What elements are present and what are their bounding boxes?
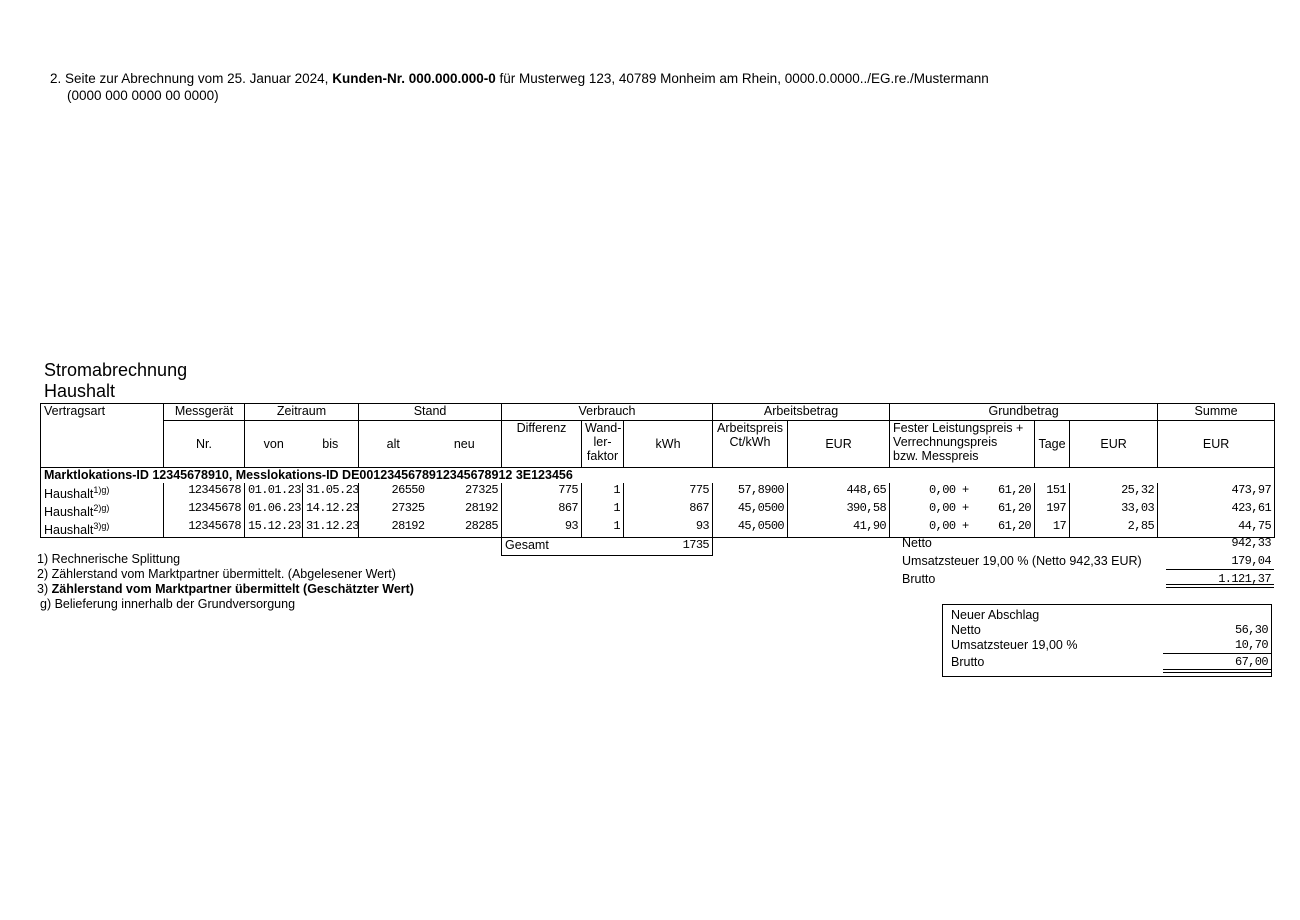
- totals-block: [902, 534, 1274, 588]
- cell-eur: 41,90: [788, 519, 890, 538]
- abschlag-brutto-double-underline: [1163, 669, 1271, 673]
- abschlag-netto-label: Netto: [951, 623, 981, 637]
- cell-fest: [890, 501, 1035, 519]
- abschlag-ust-value: 10,70: [1234, 638, 1268, 652]
- cell-summe: 44,75: [1158, 519, 1275, 538]
- footnote-marker: 2)g): [93, 503, 110, 513]
- totals-ust: [902, 552, 1274, 570]
- abschlag-title: Neuer Abschlag: [951, 608, 1040, 622]
- col-messgeraet: Messgerät: [164, 404, 245, 421]
- cell-faktor: 1: [582, 501, 624, 519]
- col-vertragsart: Vertragsart: [41, 404, 164, 468]
- abschlag-ust: [943, 638, 1271, 653]
- fester-line-2: Verrechnungspreis: [893, 435, 998, 449]
- fester-preis-a: 0,00 +: [929, 519, 969, 533]
- cell-nr: 12345678: [164, 519, 245, 538]
- col-verbrauch: Verbrauch: [502, 404, 713, 421]
- fester-line-1: Fester Leistungspreis +: [893, 421, 1024, 435]
- header-address: für Musterweg 123, 40789 Monheim am Rhein, 0000.0.0000../EG.re./Mustermann: [499, 71, 989, 86]
- fester-preis-b: 61,20: [998, 519, 1032, 533]
- fester-preis-a: 0,00 +: [929, 501, 969, 515]
- cell-fest: [890, 483, 1035, 501]
- cell-preis: 45,0500: [713, 501, 788, 519]
- header-prefix: 2. Seite zur Abrechnung vom 25. Januar 2024,: [50, 71, 329, 86]
- sub-von: von: [245, 421, 303, 468]
- ust-label: Umsatzsteuer 19,00 % (Netto 942,33 EUR): [902, 554, 1142, 568]
- cell-summe: 473,97: [1158, 483, 1275, 501]
- cell-neu: 28192: [428, 501, 502, 519]
- col-zeitraum: Zeitraum: [245, 404, 359, 421]
- sub-tage: Tage: [1035, 421, 1070, 468]
- footnote-3: [36, 582, 414, 597]
- wandler-line-2: ler-: [593, 435, 612, 449]
- cell-von: 01.01.23: [248, 483, 301, 497]
- abschlag-ust-underline: [1163, 653, 1271, 654]
- sub-fester-preis: [890, 421, 1035, 468]
- cell-von: 01.06.23: [248, 501, 301, 515]
- customer-number: Kunden-Nr. 000.000.000-0: [332, 71, 496, 86]
- footnote-2: 2) Zählerstand vom Marktpartner übermittelt. (Abgelesener Wert): [37, 567, 396, 581]
- wandler-line-1: Wand-: [585, 421, 622, 435]
- footnote-g: g) Belieferung innerhalb der Grundversorgung: [40, 597, 296, 611]
- cell-nr: 12345678: [164, 501, 245, 519]
- totals-brutto: [902, 570, 1274, 588]
- fester-line-3: bzw. Messpreis: [893, 449, 979, 463]
- title-line-2: Haushalt: [44, 381, 116, 401]
- vertragsart-text: Haushalt: [44, 505, 94, 519]
- cell-grund-eur: 33,03: [1070, 501, 1158, 519]
- ust-value: 179,04: [1231, 554, 1271, 568]
- abschlag-brutto-label: Brutto: [951, 655, 985, 669]
- abschlag-netto: [943, 623, 1271, 638]
- brutto-value: 1.121,37: [1218, 572, 1271, 586]
- header-line-2: (0000 000 0000 00 0000): [67, 88, 219, 103]
- title-line-1: Stromabrechnung: [44, 360, 188, 380]
- cell-tage: 151: [1035, 483, 1070, 501]
- sub-eur-summe: EUR: [1158, 421, 1275, 468]
- vertragsart-text: Haushalt: [44, 523, 94, 537]
- cell-bis: 31.05.23: [303, 483, 359, 501]
- brutto-label: Brutto: [902, 572, 936, 586]
- neuer-abschlag-box: [942, 604, 1272, 677]
- cell-vertragsart: [41, 501, 164, 519]
- wandler-line-3: faktor: [586, 449, 619, 463]
- cell-summe: 423,61: [1158, 501, 1275, 519]
- cell-vertragsart: [41, 483, 164, 501]
- abschlag-brutto-value: 67,00: [1234, 655, 1268, 669]
- cell-faktor: 1: [582, 483, 624, 501]
- netto-label: Netto: [902, 536, 932, 550]
- gesamt-value: 1735: [624, 538, 713, 556]
- sub-eur-grund: EUR: [1070, 421, 1158, 468]
- cell-von: 15.12.23: [245, 519, 303, 538]
- cell-alt: 26550: [391, 483, 425, 497]
- cell-grund-eur: 25,32: [1070, 483, 1158, 501]
- sub-nr: Nr.: [164, 421, 245, 468]
- cell-tage: 197: [1035, 501, 1070, 519]
- footnote-marker: 3)g): [93, 521, 110, 531]
- cell-kwh: 775: [624, 483, 713, 501]
- cell-grund-eur: 2,85: [1070, 519, 1158, 538]
- col-grundbetrag: Grundbetrag: [890, 404, 1158, 421]
- location-ids: Marktlokations-ID 12345678910, Messlokations-ID DE0012345678912345678912 3E123456: [41, 468, 1275, 484]
- col-arbeitsbetrag: Arbeitsbetrag: [713, 404, 890, 421]
- cell-tage: 17: [1035, 519, 1070, 538]
- cell-faktor: 1: [582, 519, 624, 538]
- sub-kwh: kWh: [624, 421, 713, 468]
- cell-eur: 390,58: [788, 501, 890, 519]
- sub-eur-arbeit: EUR: [788, 421, 890, 468]
- footnote-marker: 1)g): [93, 485, 110, 495]
- sub-neu: neu: [428, 421, 502, 468]
- fester-preis-b: 61,20: [998, 483, 1032, 497]
- gesamt-label: Gesamt: [502, 538, 624, 556]
- fester-preis-a: 0,00 +: [929, 483, 969, 497]
- document-title: [44, 360, 187, 402]
- col-summe: Summe: [1158, 404, 1275, 421]
- cell-nr: 12345678: [164, 483, 245, 501]
- arbeitspreis-line-2: Ct/kWh: [729, 435, 771, 449]
- table-row: [41, 501, 1275, 519]
- cell-bis: 14.12.23: [303, 501, 359, 519]
- footnote-1: 1) Rechnerische Splittung: [37, 552, 181, 566]
- cell-alt: 27325: [391, 501, 425, 515]
- sub-differenz: Differenz: [502, 421, 582, 468]
- footnote-3-text: Zählerstand vom Marktpartner übermittelt (Geschätzter Wert): [51, 582, 414, 596]
- col-stand: Stand: [359, 404, 502, 421]
- sub-bis: bis: [303, 421, 359, 468]
- cell-kwh: 93: [624, 519, 713, 538]
- footnotes: [36, 552, 414, 612]
- cell-eur: 448,65: [788, 483, 890, 501]
- header-line-1: [50, 70, 989, 87]
- totals-netto: [902, 534, 1274, 552]
- fester-preis-b: 61,20: [998, 501, 1032, 515]
- vertragsart-text: Haushalt: [44, 487, 94, 501]
- cell-bis: 31.12.23: [303, 519, 359, 538]
- cell-neu: 28285: [428, 519, 502, 538]
- cell-preis: 45,0500: [713, 519, 788, 538]
- cell-alt: 28192: [359, 519, 428, 538]
- abschlag-ust-label: Umsatzsteuer 19,00 %: [951, 638, 1078, 652]
- footnote-3-prefix: 3): [37, 582, 49, 596]
- sub-alt: alt: [359, 421, 428, 468]
- cell-preis: 57,8900: [713, 483, 788, 501]
- brutto-double-underline: [1166, 584, 1274, 588]
- cell-kwh: 867: [624, 501, 713, 519]
- cell-diff: 775: [502, 483, 582, 501]
- cell-diff: 93: [502, 519, 582, 538]
- cell-diff: 867: [502, 501, 582, 519]
- cell-vertragsart: [41, 519, 164, 538]
- cell-neu: 27325: [428, 483, 502, 501]
- arbeitspreis-line-1: Arbeitspreis: [717, 421, 784, 435]
- sub-arbeitspreis: [713, 421, 788, 468]
- abschlag-brutto: [943, 655, 1271, 670]
- abschlag-netto-value: 56,30: [1234, 623, 1268, 637]
- netto-value: 942,33: [1231, 536, 1271, 550]
- sub-wandlerfaktor: [582, 421, 624, 468]
- table-row: [41, 483, 1275, 501]
- page-header: [50, 70, 989, 104]
